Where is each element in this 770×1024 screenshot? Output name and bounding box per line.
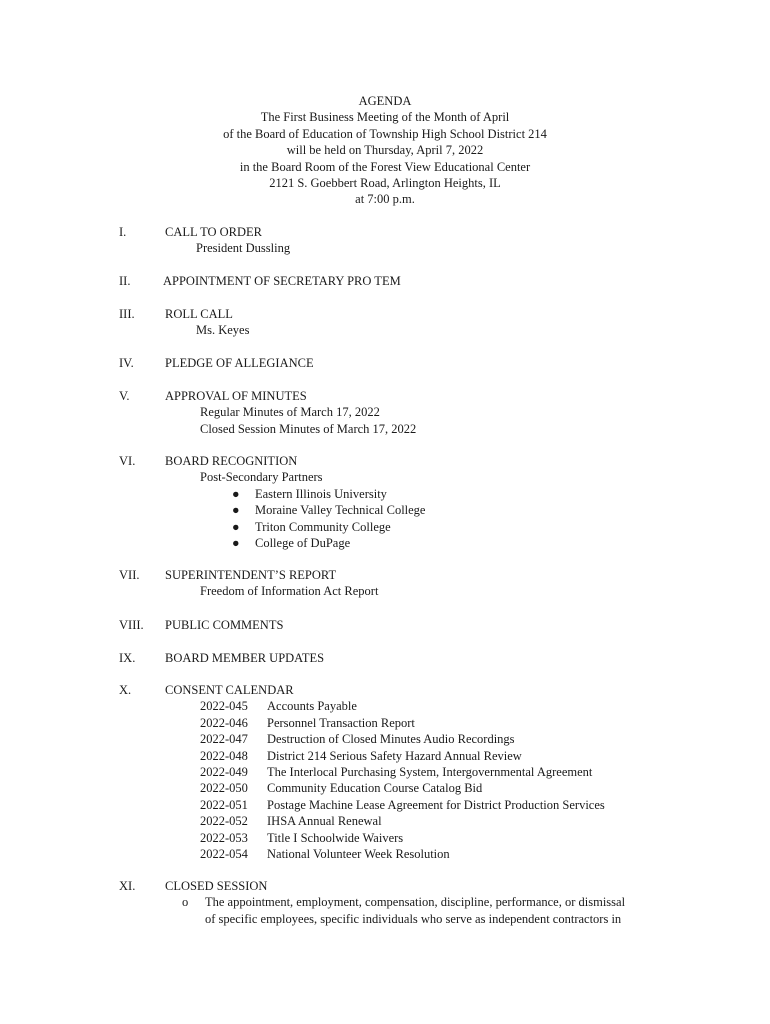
item-title: CONSENT CALENDAR — [165, 683, 294, 697]
consent-item-title: District 214 Serious Safety Hazard Annual Review — [267, 748, 522, 763]
item-title: CALL TO ORDER — [165, 225, 262, 239]
item-detail: Closed Session Minutes of March 17, 2022 — [200, 421, 417, 436]
item-detail: Freedom of Information Act Report — [200, 584, 379, 599]
consent-item-title: Community Education Course Catalog Bid — [267, 781, 483, 796]
meeting-title: The First Business Meeting of the Month of April — [260, 110, 510, 125]
item-title: SUPERINTENDENT’S REPORT — [165, 568, 337, 582]
bullet-icon: ● — [232, 486, 240, 501]
consent-item-code: 2022-045 — [200, 699, 248, 714]
item-detail: Ms. Keyes — [196, 323, 250, 338]
consent-item-title: Personnel Transaction Report — [267, 715, 415, 730]
item-title: PUBLIC COMMENTS — [165, 618, 284, 632]
item-detail: President Dussling — [196, 241, 291, 256]
bullet-icon: ● — [232, 503, 240, 518]
item-number: V. — [119, 389, 130, 403]
consent-item-code: 2022-048 — [200, 748, 248, 763]
consent-item-code: 2022-051 — [200, 797, 248, 812]
list-item-label: Triton Community College — [255, 519, 391, 534]
list-item-label: Moraine Valley Technical College — [255, 503, 426, 518]
item-title: PLEDGE OF ALLEGIANCE — [165, 356, 314, 370]
item-number: I. — [119, 225, 127, 239]
item-number: XI. — [119, 879, 136, 893]
closed-session-text: of specific employees, specific individuals who serve as independent contractors in — [205, 911, 622, 926]
meeting-address: 2121 S. Goebbert Road, Arlington Heights, IL — [269, 175, 501, 190]
item-number: IV. — [119, 356, 134, 370]
consent-item-title: Accounts Payable — [267, 699, 357, 714]
bullet-icon: ● — [232, 536, 240, 550]
agenda-heading: AGENDA — [358, 94, 412, 108]
consent-item-title: National Volunteer Week Resolution — [267, 847, 450, 861]
meeting-time: at 7:00 p.m. — [355, 192, 415, 207]
consent-item-title: IHSA Annual Renewal — [267, 814, 382, 829]
item-number: III. — [119, 307, 135, 321]
consent-item-code: 2022-050 — [200, 781, 248, 796]
circle-bullet-icon: o — [182, 895, 189, 910]
consent-item-title: The Interlocal Purchasing System, Intergovernmental Agreement — [267, 765, 593, 779]
consent-item-code: 2022-053 — [200, 830, 248, 845]
meeting-location: in the Board Room of the Forest View Educational Center — [239, 159, 531, 174]
bullet-icon: ● — [232, 519, 240, 534]
item-number: IX. — [119, 651, 136, 665]
item-title: BOARD MEMBER UPDATES — [165, 651, 325, 665]
consent-item-title: Destruction of Closed Minutes Audio Recordings — [267, 732, 515, 747]
closed-session-text: The appointment, employment, compensation, discipline, performance, or dismissal — [205, 895, 626, 910]
consent-item-title: Postage Machine Lease Agreement for District Production Services — [267, 797, 605, 812]
item-detail: Regular Minutes of March 17, 2022 — [200, 405, 380, 420]
consent-item-code: 2022-047 — [200, 732, 248, 747]
item-title: ROLL CALL — [165, 307, 233, 321]
item-number: X. — [119, 683, 132, 697]
item-detail: Post-Secondary Partners — [200, 470, 323, 485]
item-title: CLOSED SESSION — [165, 879, 268, 893]
item-title: BOARD RECOGNITION — [165, 454, 298, 468]
item-number: VI. — [119, 454, 136, 468]
board-line: of the Board of Education of Township High School District 214 — [223, 126, 547, 141]
list-item — [232, 519, 391, 535]
list-item-label: Eastern Illinois University — [255, 486, 387, 501]
list-item — [232, 486, 387, 502]
list-item-label: College of DuPage — [255, 536, 351, 550]
consent-item-code: 2022-049 — [200, 765, 248, 779]
agenda-header — [0, 93, 770, 208]
list-item — [232, 535, 350, 551]
item-title: APPOINTMENT OF SECRETARY PRO TEM — [163, 274, 401, 288]
item-number: VII. — [119, 568, 140, 582]
list-item — [232, 502, 425, 518]
consent-item-code: 2022-046 — [200, 715, 248, 730]
consent-item-code: 2022-052 — [200, 814, 248, 829]
item-number: VIII. — [119, 618, 144, 632]
meeting-date: will be held on Thursday, April 7, 2022 — [286, 143, 484, 158]
consent-item-code: 2022-054 — [200, 847, 248, 861]
item-title: APPROVAL OF MINUTES — [165, 389, 307, 403]
consent-item-title: Title I Schoolwide Waivers — [267, 830, 404, 845]
item-number: II. — [119, 274, 131, 288]
